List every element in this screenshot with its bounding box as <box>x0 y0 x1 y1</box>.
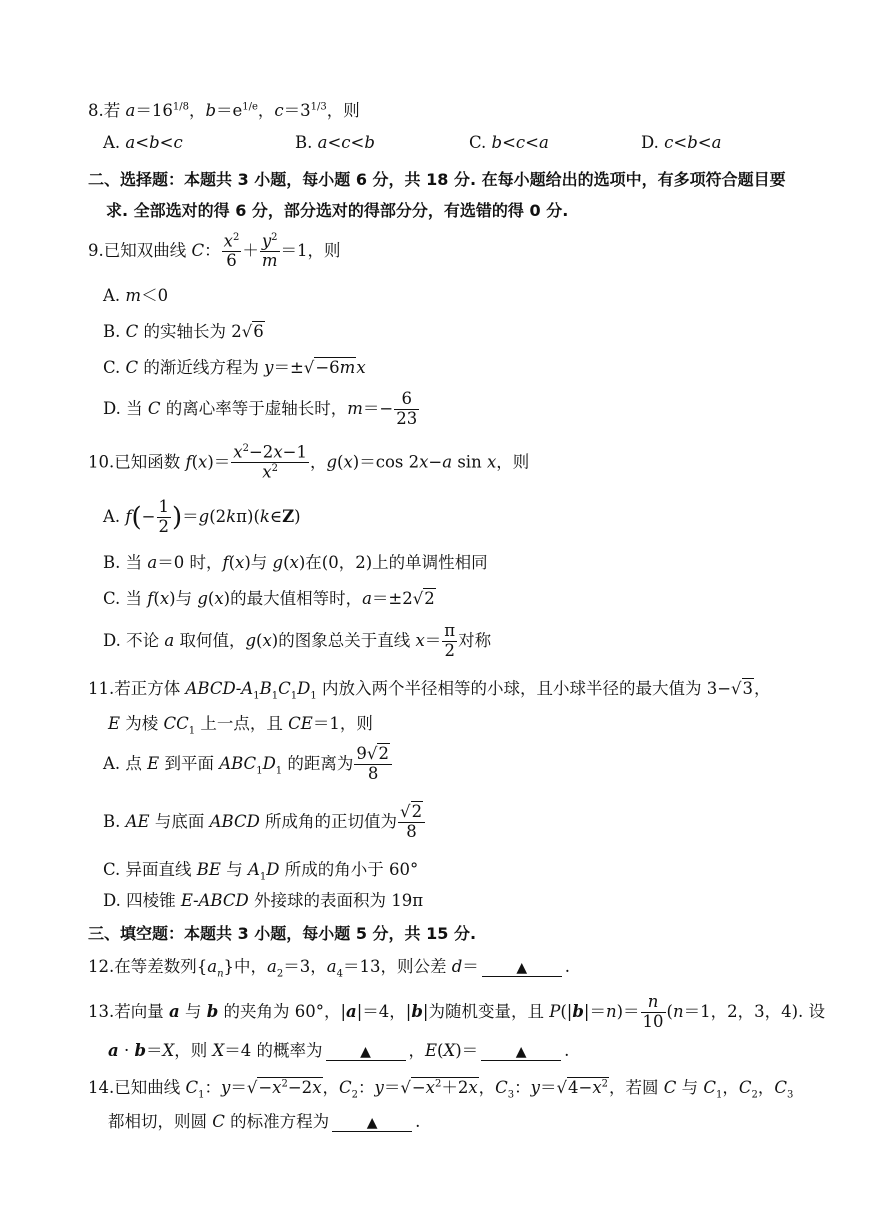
q14-answer-blank[interactable]: ▲ <box>332 1114 412 1132</box>
q12-answer-blank[interactable]: ▲ <box>482 959 562 977</box>
q10-option-b: B. 当 a＝0 时，f(x)与 g(x)在(0，2)上的单调性相同 <box>103 553 488 572</box>
q13-stem-cont: a · b＝X，则 X＝4 的概率为 ▲ ，E(X)＝ ▲ . <box>108 1041 570 1060</box>
q8-stem: 8.若 $a=16^{1/8}$，$b=e^{1/e}$，$c=3^{1/3}$，则 <box>88 101 360 120</box>
q11-option-d: D. 四棱锥 E-ABCD 外接球的表面积为 19π <box>103 891 424 910</box>
q8-option-d: D. c<b<a <box>641 133 722 152</box>
q9-option-a: A. m＜0 <box>103 286 169 305</box>
q10-stem: 10.已知函数 f(x)＝ $\frac{x^2-2x-1}{x^2}$ ，g(x)＝cos 2x−a sin x，则 <box>88 442 530 482</box>
q11-stem-cont: E 为棱 $CC_1$ 上一点，且 CE＝1，则 <box>108 714 373 737</box>
q12-stem: 12.在等差数列$\{a_n\}$中，$a_2=3$，$a_4=13$，则公差 d＝ ▲ . <box>88 957 571 980</box>
q14-stem: 14.已知曲线 $C_1$：$y=√-x^2-2x$，$C_2$：$y=√-x^2+2x$，$C_3$：$y=√4-x^2$，若圆 C 与 $C_1$，$C_2$，$C_3$ <box>88 1078 794 1101</box>
section-3-heading: 三、填空题：本题共 3 小题，每小题 5 分，共 15 分. <box>88 924 477 943</box>
q8-number: 8. <box>88 101 104 120</box>
q11-option-b: B. AE 与底面 ABCD 所成角的正切值为 $\frac{√2}{8}$ <box>103 803 426 842</box>
q9-stem: 9.已知双曲线 C： $\frac{x^2}{6}$ ＋ $\frac{y^2}{m}$ ＝1，则 <box>88 231 341 271</box>
q14-stem-cont: 都相切，则圆 C 的标准方程为 ▲ . <box>108 1112 421 1131</box>
q13-answer-blank-1[interactable]: ▲ <box>326 1043 406 1061</box>
q11-stem: 11.若正方体 ABCD-$A_1B_1C_1D_1$ 内放入两个半径相等的小球，且小球半径的最大值为 3−√3， <box>88 679 771 702</box>
q8-option-b: B. a<c<b <box>295 133 375 152</box>
q13-stem: 13.若向量 a 与 b 的夹角为 60°，|a|＝4，|b|为随机变量，且 P(|b|＝n)＝ $\frac{n}{10}$ (n＝1，2，3，4). 设 <box>88 992 826 1031</box>
q9-option-c: C. C 的渐近线方程为 y＝±√−6mx <box>103 358 366 377</box>
q11-option-a: A. 点 E 到平面 $ABC_1D_1$ 的距离为 $\frac{9√2}{8}$ <box>103 745 393 784</box>
q9-option-b: B. C 的实轴长为 2√6 <box>103 322 264 341</box>
q10-option-a: A. f(− $\frac{1}{2}$ )＝g(2kπ)(k∈Z) <box>103 497 301 536</box>
section-2-heading-cont: 求. 全部选对的得 6 分，部分选对的得部分分，有选错的得 0 分. <box>106 201 569 220</box>
q10-option-c: C. 当 f(x)与 g(x)的最大值相等时，a＝±2√2 <box>103 589 435 608</box>
q9-option-d: D. 当 C 的离心率等于虚轴长时，m＝− $\frac{6}{23}$ <box>103 389 418 428</box>
q8-option-a: A. a<b<c <box>103 133 183 152</box>
q13-answer-blank-2[interactable]: ▲ <box>481 1043 561 1061</box>
q8-option-c: C. b<c<a <box>469 133 549 152</box>
q11-option-c: C. 异面直线 BE 与 $A_1D$ 所成的角小于 60° <box>103 860 419 883</box>
q10-option-d: D. 不论 a 取何值，g(x)的图象总关于直线 x＝ $\frac{\pi}{2}$ 对称 <box>103 621 492 660</box>
section-2-heading: 二、选择题：本题共 3 小题，每小题 6 分，共 18 分. 在每小题给出的选项中，有多项符合题目要 <box>88 170 786 189</box>
